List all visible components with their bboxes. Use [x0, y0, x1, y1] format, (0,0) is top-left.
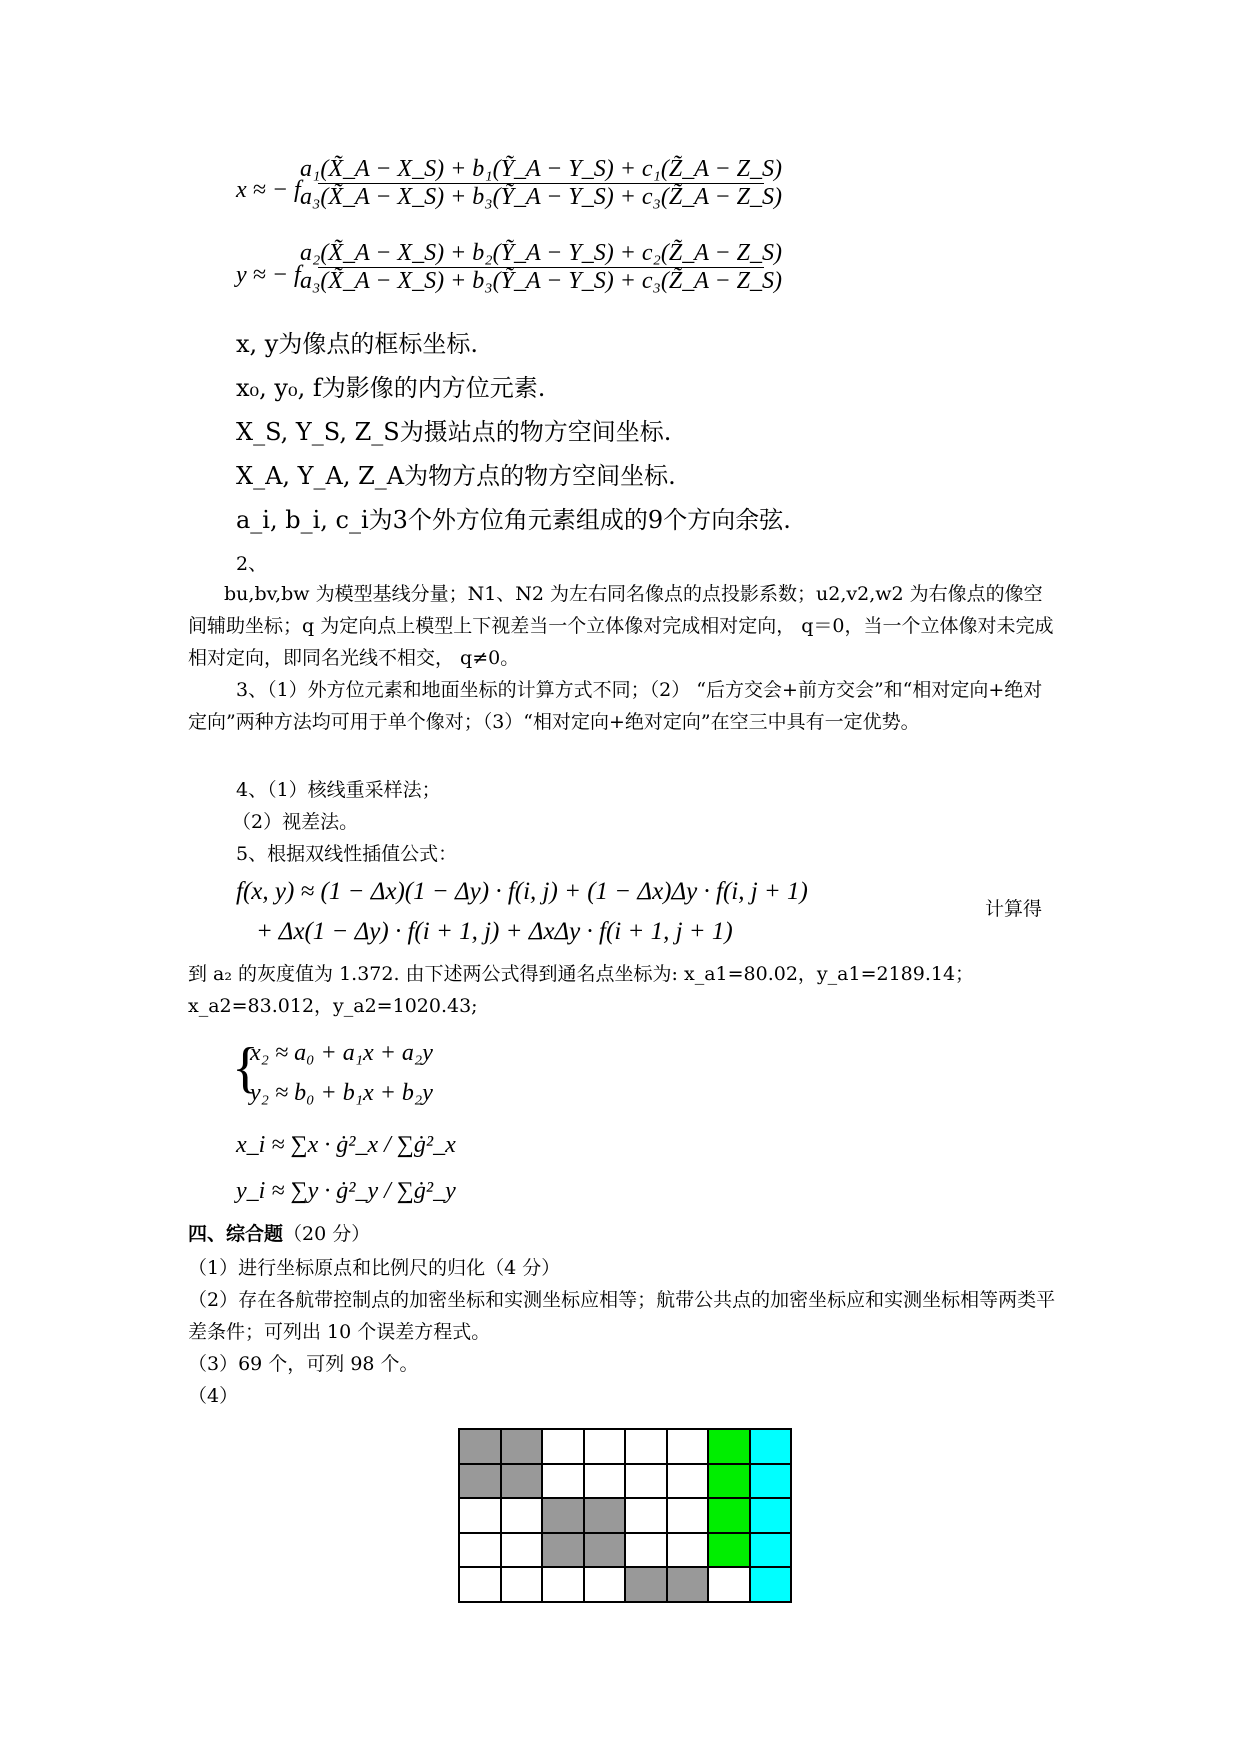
- x-equation-denominator: a₃(X̃_A − X_S) + b₃(Ỹ_A − Y_S) + c₃(Z̃_A − Z_S): [300, 184, 783, 210]
- grid-cell-gray: [459, 1429, 501, 1464]
- section4-items: [188, 1252, 1056, 1412]
- grid-cell-white: [667, 1533, 709, 1568]
- grid-cell-white: [459, 1498, 501, 1533]
- grid-cell-white: [708, 1567, 750, 1602]
- grid-cell-white: [667, 1429, 709, 1464]
- grid-cell-white: [584, 1464, 626, 1499]
- grid-cell-cyan: [750, 1498, 792, 1533]
- grid-cell-white: [501, 1533, 543, 1568]
- y-equation-denominator: a₃(X̃_A − X_S) + b₃(Ỹ_A − Y_S) + c₃(Z̃_A − Z_S): [300, 268, 783, 294]
- grid-cell-cyan: [750, 1567, 792, 1602]
- grid-cell-white: [501, 1567, 543, 1602]
- affine-eq-x: x₂ ≈ a₀ + a₁x + a₂y: [250, 1040, 433, 1066]
- section4-score: （20 分）: [283, 1223, 371, 1245]
- definitions-block: [236, 325, 791, 539]
- section4-item: （1）进行坐标原点和比例尺的归化（4 分）: [188, 1257, 561, 1279]
- grid-cell-white: [625, 1498, 667, 1533]
- x-equation-fraction: [300, 156, 783, 211]
- q5-result: 到 a₂ 的灰度值为 1.372. 由下述两公式得到通名点坐标为: x_a1=80.02，y_a1=2189.14；x_a2=83.012，y_a2=1020.43;: [188, 963, 975, 1017]
- affine-eq-y: y₂ ≈ b₀ + b₁x + b₂y: [250, 1080, 433, 1106]
- grid-cell-gray: [542, 1533, 584, 1568]
- y-equation-numerator: a₂(X̃_A − X_S) + b₂(Ỹ_A − Y_S) + c₂(Z̃_A − Z_S): [300, 240, 783, 266]
- grid-cell-gray: [459, 1464, 501, 1499]
- q4-line2: （2）视差法。: [232, 811, 359, 833]
- grid-cell-cyan: [750, 1429, 792, 1464]
- section4-title: 四、综合题: [188, 1223, 284, 1245]
- q4-line1: 4、（1）核线重采样法；: [236, 779, 441, 801]
- q5-side-label: 计算得: [985, 898, 1043, 920]
- grid-cell-white: [542, 1464, 584, 1499]
- grid-cell-white: [542, 1429, 584, 1464]
- grid-cell-green: [708, 1429, 750, 1464]
- grid-cell-gray: [667, 1567, 709, 1602]
- grid-cell-green: [708, 1533, 750, 1568]
- q5-intro: 5、根据双线性插值公式：: [236, 843, 458, 865]
- bilinear-formula-line2: + Δx(1 − Δy) · f(i + 1, j) + ΔxΔy · f(i + 1, j + 1): [256, 918, 733, 945]
- definition-line: a_i, b_i, c_i为3个外方位角元素组成的9个方向余弦.: [236, 506, 791, 534]
- grid-cell-cyan: [750, 1533, 792, 1568]
- grid-cell-gray: [584, 1498, 626, 1533]
- grid-cell-white: [625, 1464, 667, 1499]
- grid-cell-gray: [501, 1464, 543, 1499]
- definition-line: X_S, Y_S, Z_S为摄站点的物方空间坐标.: [236, 418, 672, 446]
- pixel-grid: [458, 1428, 792, 1603]
- grid-cell-white: [459, 1567, 501, 1602]
- definition-line: X_A, Y_A, Z_A为物方点的物方空间坐标.: [236, 462, 676, 490]
- equation-brace: {: [232, 1037, 259, 1099]
- grid-cell-green: [708, 1498, 750, 1533]
- grid-cell-white: [584, 1567, 626, 1602]
- grid-cell-cyan: [750, 1464, 792, 1499]
- grid-cell-white: [459, 1533, 501, 1568]
- section4-item: （2）存在各航带控制点的加密坐标和实测坐标应相等；航带公共点的加密坐标应和实测坐标相等两类平差条件；可列出 10 个误差方程式。: [188, 1289, 1056, 1343]
- grid-cell-white: [625, 1533, 667, 1568]
- q3-text: 3、（1）外方位元素和地面坐标的计算方式不同；（2） “后方交会+前方交会”和“相对定向+绝对定向”两种方法均可用于单个像对；（3）“相对定向+绝对定向”在空三中具有一定优势。: [188, 679, 1043, 733]
- x-equation-lhs: x ≈ − f: [236, 177, 301, 203]
- x-equation-numerator: a₁(X̃_A − X_S) + b₁(Ỹ_A − Y_S) + c₁(Z̃_A − Z_S): [300, 156, 783, 182]
- grid-cell-gray: [542, 1498, 584, 1533]
- grid-cell-white: [625, 1429, 667, 1464]
- q2-label: 2、: [236, 553, 268, 575]
- y-equation-fraction: [300, 240, 783, 295]
- grid-cell-white: [501, 1498, 543, 1533]
- grid-cell-gray: [625, 1567, 667, 1602]
- grid-cell-gray: [584, 1533, 626, 1568]
- grid-cell-white: [667, 1498, 709, 1533]
- grid-cell-white: [542, 1567, 584, 1602]
- grid-cell-white: [584, 1429, 626, 1464]
- section4-item: （3）69 个，可列 98 个。: [188, 1353, 419, 1375]
- y-equation-lhs: y ≈ − f: [236, 262, 301, 288]
- grid-cell-gray: [501, 1429, 543, 1464]
- bilinear-formula-line1: f(x, y) ≈ (1 − Δx)(1 − Δy) · f(i, j) + (1 − Δx)Δy · f(i, j + 1): [236, 878, 808, 905]
- centroid-eq-x: x_i ≈ ∑x · ġ²_x / ∑ġ²_x: [236, 1132, 456, 1158]
- grid-cell-white: [667, 1464, 709, 1499]
- centroid-eq-y: y_i ≈ ∑y · ġ²_y / ∑ġ²_y: [236, 1178, 456, 1204]
- section4-item: （4）: [188, 1385, 239, 1407]
- section4-heading: [188, 1218, 370, 1250]
- definition-line: x, y为像点的框标坐标.: [236, 330, 478, 358]
- grid-cell-green: [708, 1464, 750, 1499]
- definition-line: x₀, y₀, f为影像的内方位元素.: [236, 374, 546, 402]
- q2-text: bu,bv,bw 为模型基线分量；N1、N2 为左右同名像点的点投影系数；u2,v2,w2 为右像点的像空间辅助坐标；q 为定向点上模型上下视差当一个立体像对完成相对定向， q＝0，当一个立体像对未完成相对定向，即同名光线不相交， q≠0。: [188, 583, 1054, 669]
